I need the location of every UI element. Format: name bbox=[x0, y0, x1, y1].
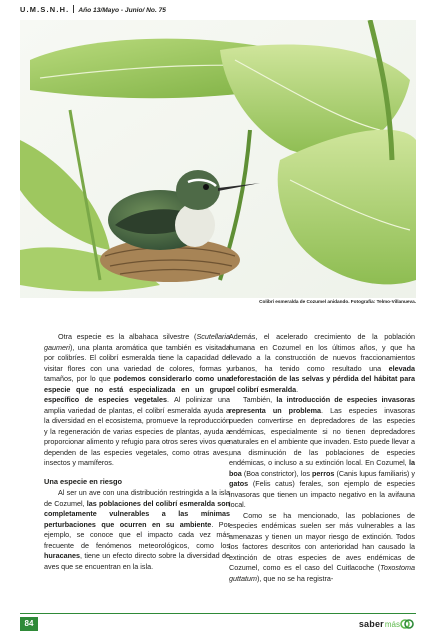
text-run: Al ser un ave con una distribución restringida a la isla de Cozumel, bbox=[44, 488, 230, 508]
text-run: . bbox=[296, 384, 299, 394]
figure-caption: Colibrí esmeralda de Cozumel anidando. Fotografía: Telmo-Villanueva. bbox=[259, 299, 416, 304]
bird-eye bbox=[203, 184, 209, 190]
emphasis: las poblaciones del colibrí esmeralda son completamente vulnerables a las mínimas perturbaciones que ocurren en su ambiente bbox=[44, 498, 230, 529]
emphasis: la introducción de especies invasoras representa un problema bbox=[229, 395, 415, 415]
right-column bbox=[229, 332, 415, 584]
header-separator bbox=[73, 5, 74, 13]
right-paragraph-2 bbox=[229, 395, 415, 511]
footer-rule bbox=[20, 613, 416, 614]
header-brand: U.M.S.N.H. bbox=[20, 5, 70, 14]
species-name: Toxostoma guttatum bbox=[229, 563, 415, 583]
text-run: , tiene un efecto directo sobre la diversidad de aves que se encuentran en la isla. bbox=[44, 551, 230, 571]
emphasis: podemos considerarlo como una especie que no está especializada en un grupo específico de especies vegetales bbox=[44, 374, 230, 404]
logo-swirl-icon bbox=[400, 617, 414, 631]
left-column bbox=[44, 332, 230, 572]
text-run: ), una planta aromática que también es visitada por colibríes. El colibrí esmeralda tiene la capacidad de visitar flores con una variedad de colores, formas y tamaños, por lo que bbox=[44, 342, 230, 383]
right-paragraph-1 bbox=[229, 332, 415, 395]
text-run: Además, el acelerado crecimiento de la población humana en Cozumel en los últimos años, y que ha llevado a la construcción de nuevos fraccionamientos urbanos, ha tenido como resultado una bbox=[229, 332, 415, 373]
header-issue: Año 13/Mayo - Junio/ No. 75 bbox=[78, 7, 166, 14]
hummingbird-photo bbox=[20, 20, 416, 298]
text-run: . Las especies invasoras pueden convertirse en depredadores de las especies endémicas, especialmente si no tienen depredadores naturales en el ambiente que invaden. Esto puede llevar a una disminución de las poblaciones de especies endémicas, o incluso a su extinción local. En Cozumel, bbox=[229, 405, 415, 467]
text-run: Otra especie es la albahaca silvestre ( bbox=[58, 332, 197, 341]
left-paragraph-2 bbox=[44, 488, 230, 572]
magazine-logo bbox=[359, 616, 414, 632]
emphasis: perros bbox=[312, 468, 335, 478]
emphasis: la boa bbox=[229, 458, 415, 478]
emphasis: elevada deforestación de las selvas y pérdida del hábitat para el colibrí esmeralda bbox=[229, 363, 415, 394]
text-run: (Canis lupus familiaris) y bbox=[334, 468, 415, 478]
section-heading: Una especie en riesgo bbox=[44, 476, 123, 486]
logo-main-text: saber bbox=[358, 619, 384, 629]
right-paragraph-3 bbox=[229, 511, 415, 585]
emphasis: gatos bbox=[229, 479, 249, 488]
text-run: También, bbox=[243, 395, 277, 404]
text-run: Como se ha mencionado, las poblaciones de especies endémicas suelen ser más vulnerables a las amenazas y tienen un mayor riesgo de extinción. Todos los factores descritos con anterioridad han causado la extinción de otras especies de aves endémicas de Cozumel, como es el caso del Cuitlacoche ( bbox=[229, 510, 415, 572]
text-run: . Por ejemplo, se conoce que el impacto cada vez más frecuente de fenómenos meteorológicos, como los bbox=[44, 519, 230, 550]
species-name: Scutellaria gaumeri bbox=[44, 332, 230, 352]
logo-accent-text: más bbox=[384, 619, 400, 629]
bird-head bbox=[176, 170, 220, 210]
left-paragraph-1 bbox=[44, 332, 230, 469]
text-run: (Boa constrictor), los bbox=[241, 468, 313, 478]
emphasis: huracanes bbox=[44, 551, 80, 560]
text-run: ), que no se ha registra- bbox=[256, 573, 334, 583]
running-header bbox=[20, 5, 420, 19]
text-run: (Felis catus) ferales, son ejemplo de especies invasoras que tienen un impacto negativo en la avifauna local. bbox=[229, 479, 415, 509]
text-run: . Al polinizar una amplia variedad de plantas, el colibrí esmeralda ayuda a la diversidad en el ecosistema, promueve la reproducción y la regeneración de varias especies de plantas, ayuda a proporcionar alimento y refugio para otros seres vivos que dependen de las especies vegetales, como otras aves, insectos y mamíferos. bbox=[44, 395, 230, 467]
page-number: 84 bbox=[20, 617, 38, 631]
